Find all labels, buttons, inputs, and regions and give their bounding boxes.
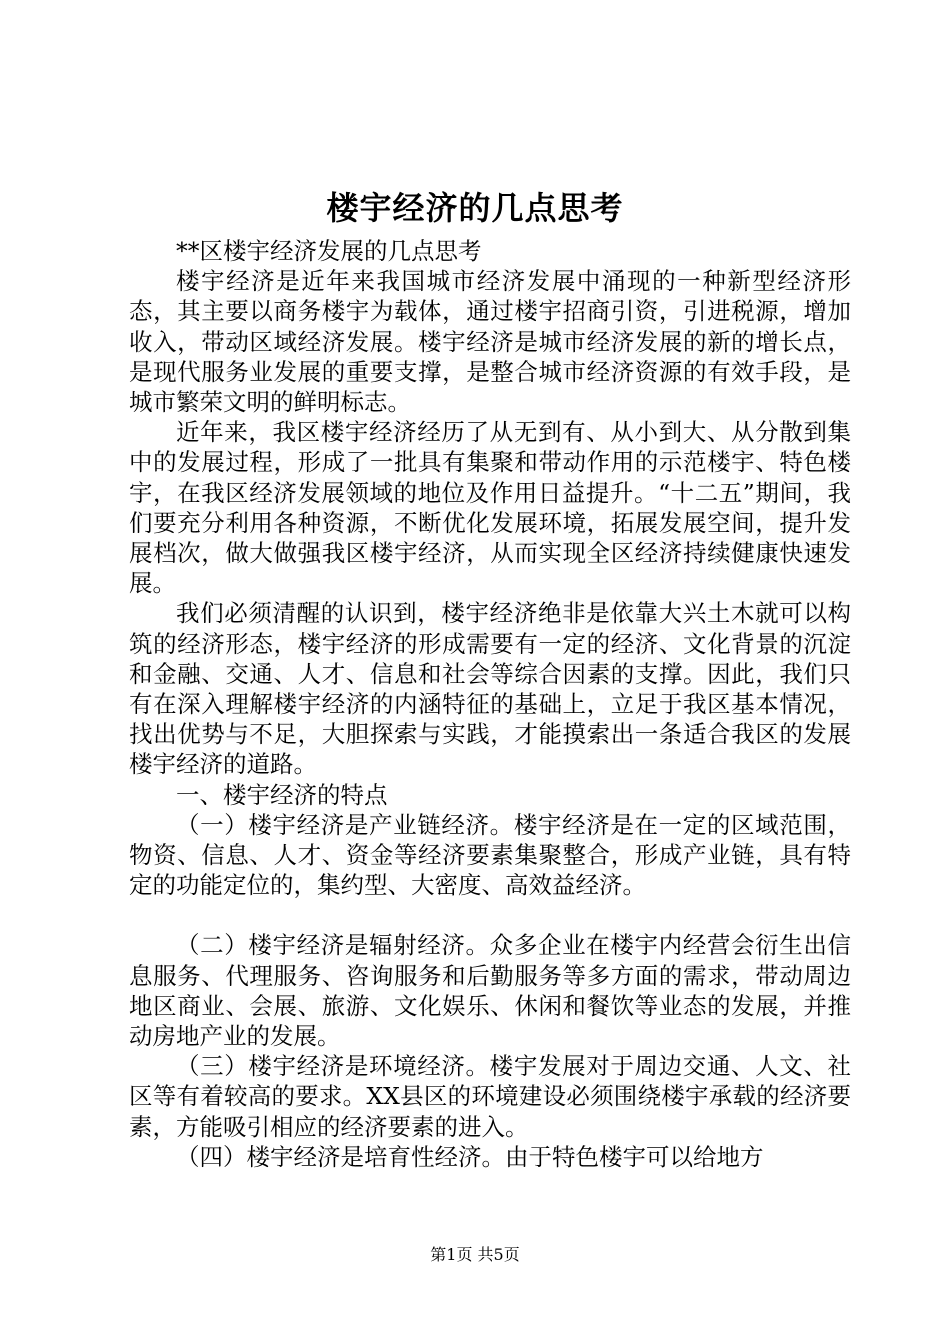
section-heading: 一、楼宇经济的特点 (176, 780, 388, 809)
document-body (129, 236, 851, 1172)
paragraph: （四）楼宇经济是培育性经济。由于特色楼宇可以给地方 (176, 1142, 764, 1171)
paragraph: （二）楼宇经济是辐射经济。众多企业在楼宇内经营会衍生出信息服务、代理服务、咨询服务和后勤服务等多方面的需求，带动周边地区商业、会展、旅游、文化娱乐、休闲和餐饮等业态的发展，并推动房地产业的发展。 (129, 931, 851, 1051)
document-title: 楼宇经济的几点思考 (326, 189, 624, 227)
paragraph: 近年来，我区楼宇经济经历了从无到有、从小到大、从分散到集中的发展过程，形成了一批具有集聚和带动作用的示范楼宇、特色楼宇，在我区经济发展领域的地位及作用日益提升。“十二五”期间，我们要充分利用各种资源，不断优化发展环境，拓展发展空间，提升发展档次，做大做强我区楼宇经济，从而实现全区经济持续健康快速发展。 (129, 418, 851, 598)
paragraph: （三）楼宇经济是环境经济。楼宇发展对于周边交通、人文、社区等有着较高的要求。XX县区的环境建设必须围绕楼宇承载的经济要素，方能吸引相应的经济要素的进入。 (129, 1052, 851, 1141)
paragraph: （一）楼宇经济是产业链经济。楼宇经济是在一定的区域范围，物资、信息、人才、资金等经济要素集聚整合，形成产业链，具有特定的功能定位的，集约型、大密度、高效益经济。 (129, 810, 851, 900)
page-number-footer: 第1页 共5页 (430, 1245, 520, 1264)
paragraph: 我们必须清醒的认识到，楼宇经济绝非是依靠大兴土木就可以构筑的经济形态，楼宇经济的形成需要有一定的经济、文化背景的沉淀和金融、交通、人才、信息和社会等综合因素的支撑。因此，我们只有在深入理解楼宇经济的内涵特征的基础上，立足于我区基本情况，找出优势与不足，大胆探索与实践，才能摸索出一条适合我区的发展楼宇经济的道路。 (129, 599, 851, 779)
paragraph-subtitle: **区楼宇经济发展的几点思考 (176, 237, 482, 265)
paragraph: 楼宇经济是近年来我国城市经济发展中涌现的一种新型经济形态，其主要以商务楼宇为载体，通过楼宇招商引资，引进税源，增加收入，带动区域经济发展。楼宇经济是城市经济发展的新的增长点，是现代服务业发展的重要支撑，是整合城市经济资源的有效手段，是城市繁荣文明的鲜明标志。 (129, 267, 851, 417)
